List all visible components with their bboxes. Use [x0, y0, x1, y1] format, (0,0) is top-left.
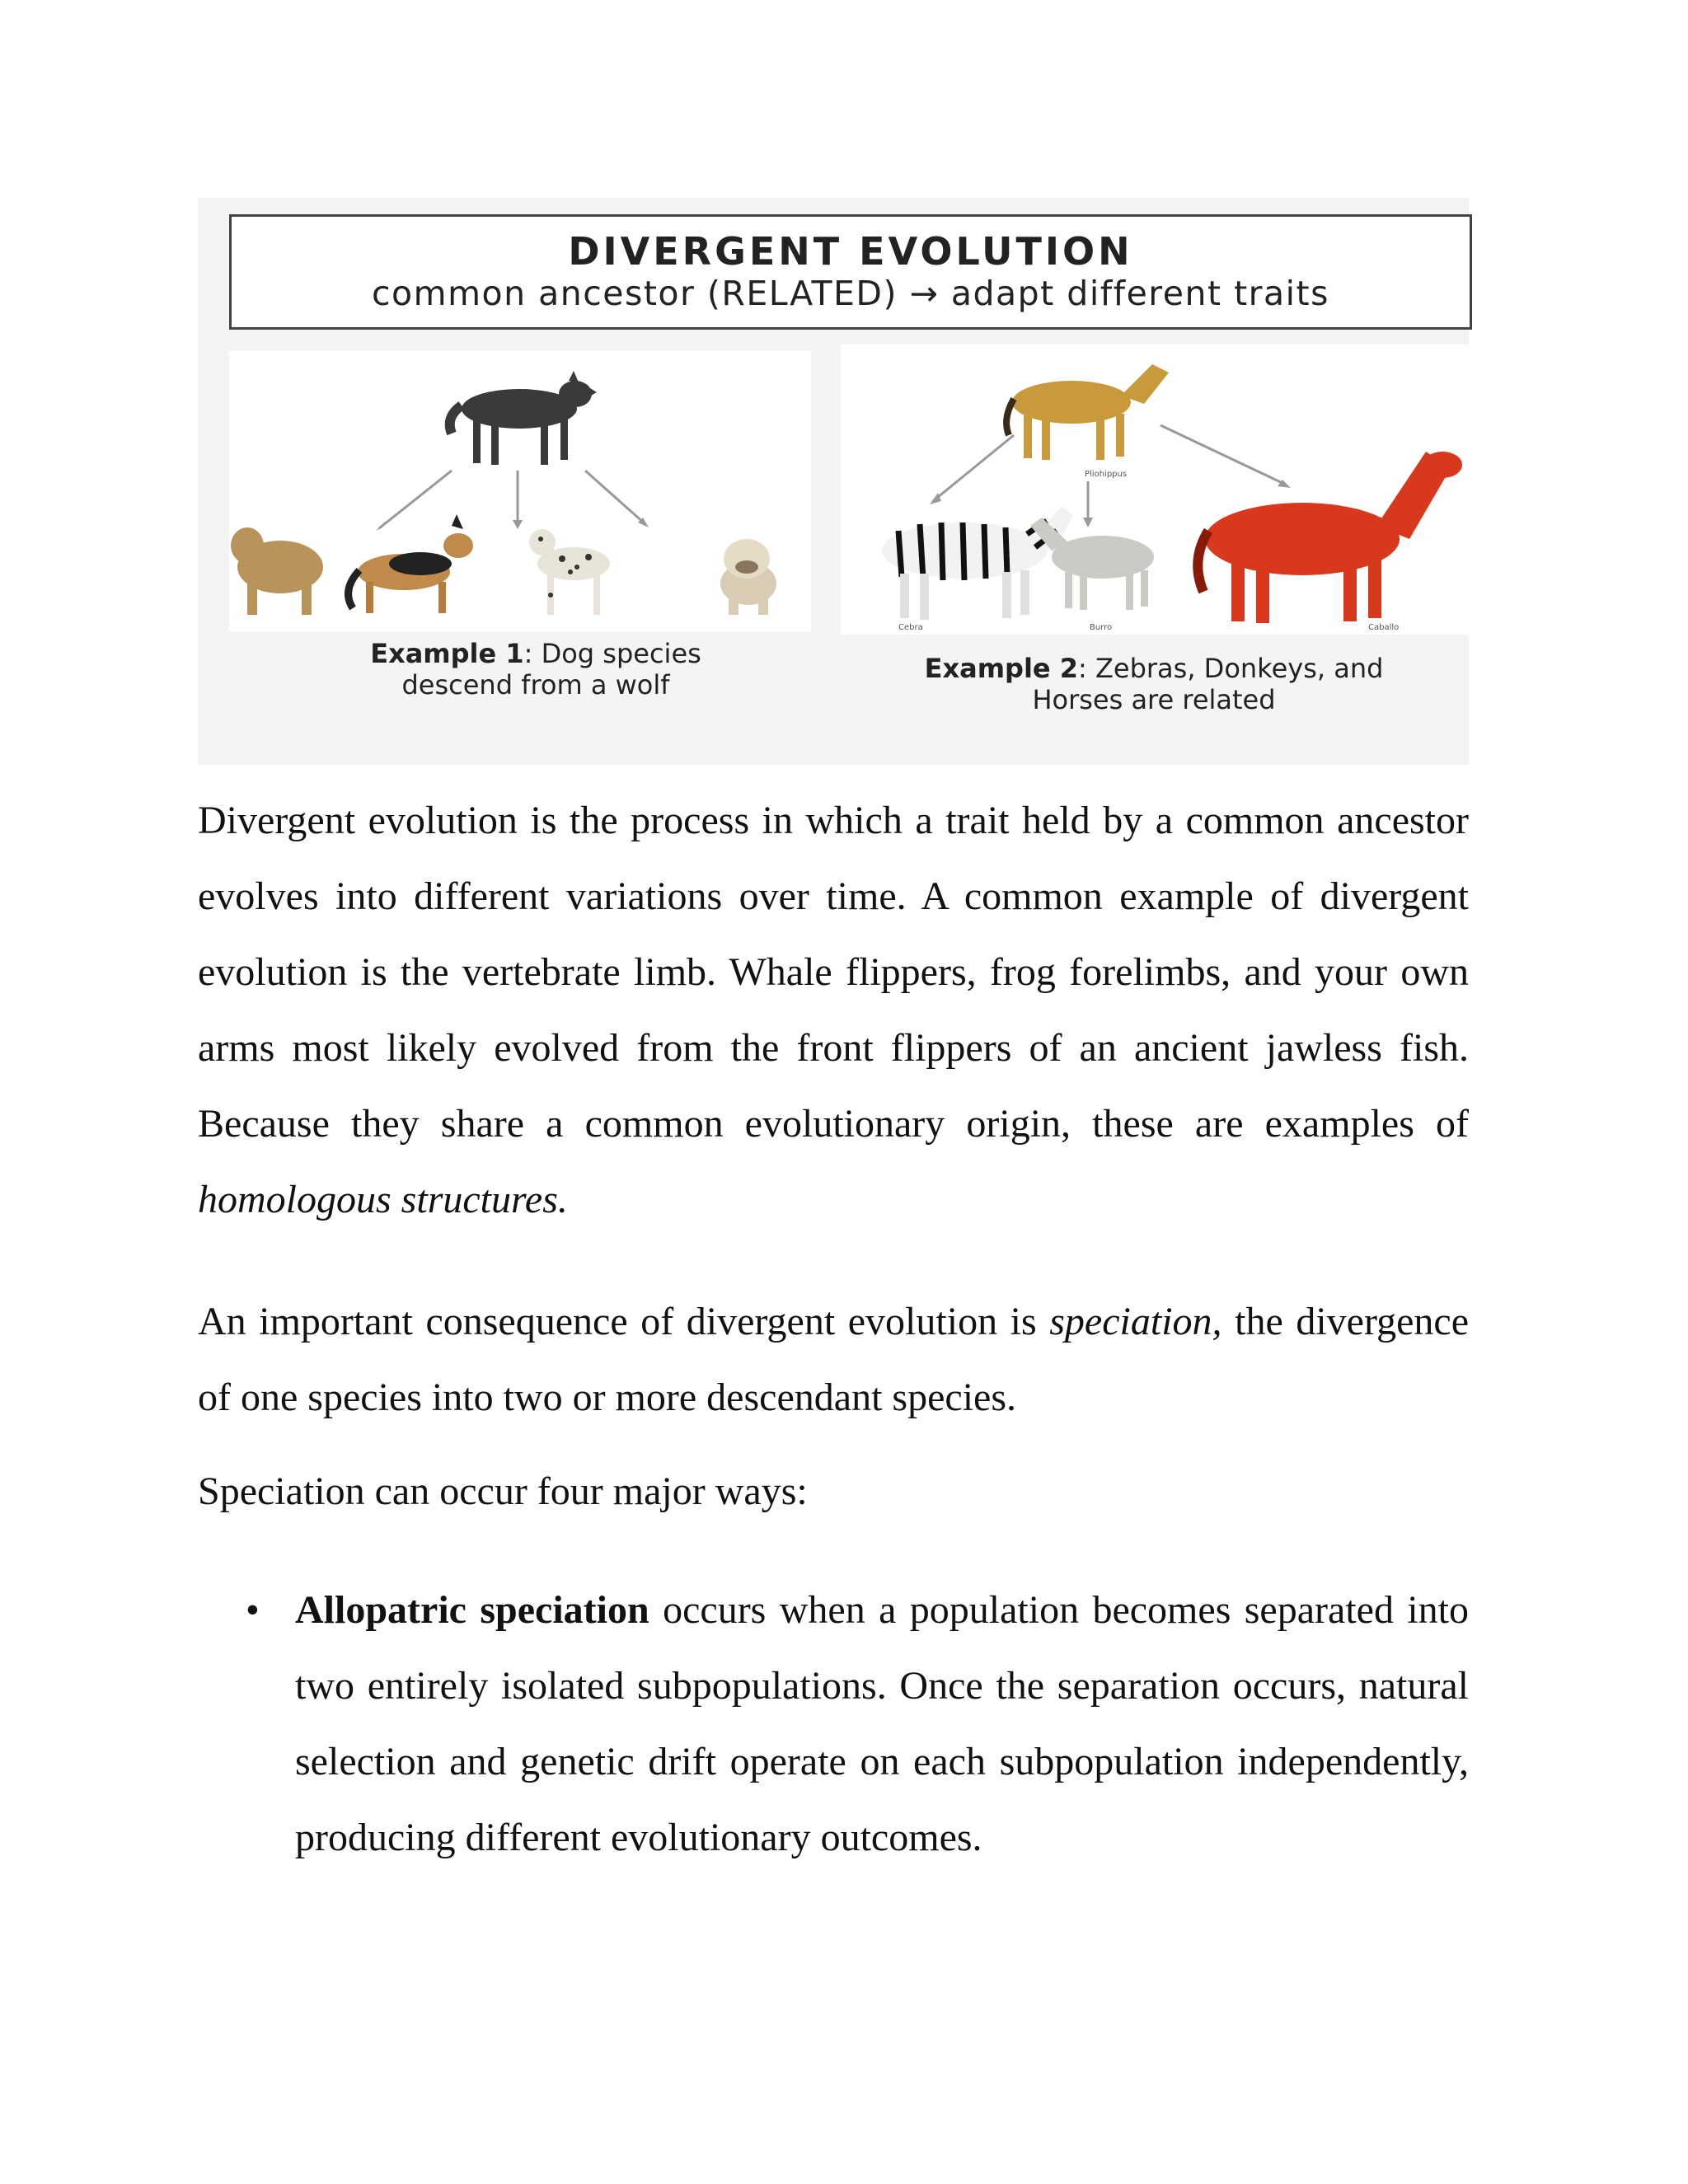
- bulldog-image: [720, 539, 776, 615]
- paragraph-speciation: [198, 1284, 1469, 1436]
- example-1-text-line2: descend from a wolf: [401, 669, 670, 701]
- example-1-label: Example 1: [370, 638, 524, 669]
- list-item-allopatric: [246, 1572, 1470, 1876]
- donkey-image: [1030, 518, 1154, 610]
- example-2-label: Example 2: [924, 653, 1079, 684]
- example-2-text-line1: : Zebras, Donkeys, and: [1078, 653, 1384, 684]
- dog-species-illustration: [229, 351, 811, 631]
- paragraph-2-before: An important consequence of divergent evolution is: [198, 1300, 1037, 1343]
- figure-title: DIVERGENT EVOLUTION: [568, 229, 1133, 274]
- zebra-label: Cebra: [898, 623, 923, 632]
- paragraph-speciation-ways: Speciation can occur four major ways:: [198, 1469, 808, 1513]
- speciation-emphasis: speciation,: [1049, 1300, 1222, 1343]
- example-1-caption: [264, 638, 808, 701]
- divergent-evolution-figure: [198, 198, 1469, 765]
- pliohippus-label: Pliohippus: [1085, 470, 1128, 479]
- dalmatian-image: [529, 529, 610, 615]
- speciation-list: [246, 1572, 1470, 1876]
- allopatric-speciation-term: Allopatric speciation: [295, 1588, 649, 1632]
- example-1-text-line1: : Dog species: [523, 638, 701, 669]
- figure-subtitle: common ancestor (RELATED) → adapt different traits: [372, 274, 1329, 313]
- paragraph-1-text: Divergent evolution is the process in which a trait held by a common ancestor evolves into different variations over time. A common example of divergent evolution is the vertebrate limb. Whale flippers, frog forelimbs, and your own arms most likely evolved from the front flippers of an ancient jawless fish. Because they share a common evolutionary origin, these are examples of: [198, 799, 1469, 1146]
- wolf-image: [450, 371, 597, 465]
- allopatric-speciation-text: occurs when a population becomes separated into two entirely isolated subpopulations. Once the separation occurs, natural selection and genetic drift operate on each subpopulation independently, producing different evolutionary outcomes.: [295, 1588, 1470, 1859]
- bullet-icon: •: [246, 1588, 260, 1632]
- example-2-text-line2: Horses are related: [1032, 684, 1276, 715]
- pliohippus-image: [1006, 364, 1169, 460]
- example-2-caption: [832, 653, 1475, 715]
- wolf-dogs-drawing: [229, 351, 811, 631]
- paragraph-2-after: the divergence of one species into two or more descendant species.: [198, 1300, 1470, 1419]
- briard-dog-image: [231, 527, 323, 615]
- donkey-label: Burro: [1090, 623, 1113, 632]
- paragraph-divergent-evolution: [198, 783, 1469, 1238]
- german-shepherd-image: [349, 514, 473, 613]
- descent-arrows: [379, 471, 645, 528]
- equine-species-illustration: [841, 344, 1475, 635]
- equine-drawing: [841, 344, 1475, 635]
- horse-label: Caballo: [1368, 623, 1400, 632]
- homologous-structures-emphasis: homologous structures.: [198, 1178, 568, 1221]
- figure-title-box: [229, 214, 1472, 330]
- horse-image: [1198, 452, 1462, 623]
